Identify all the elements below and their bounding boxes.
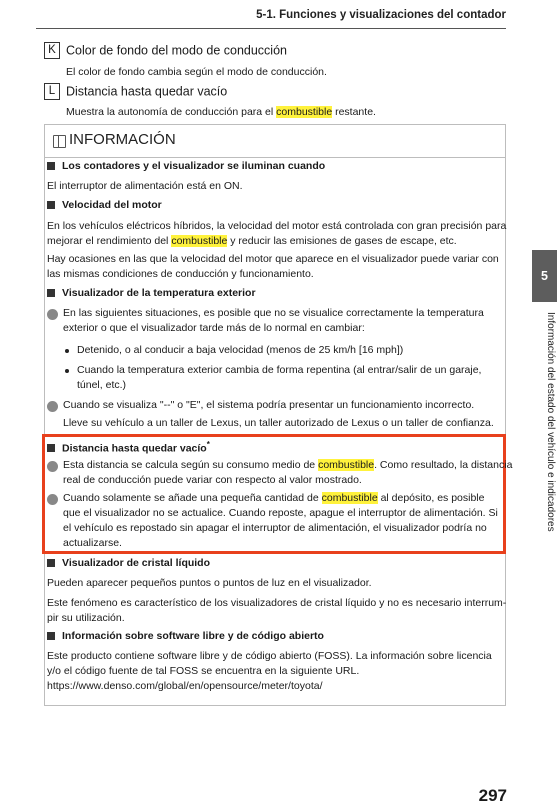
- item-desc-k: El color de fondo cambia según el modo de conducción.: [66, 66, 327, 78]
- section-heading: Distancia hasta quedar vacío*: [47, 440, 210, 455]
- bullet-line: que el visualizador no se actualice. Cuando reposte, apague el interruptor de alimentación. Si: [63, 507, 498, 519]
- section-heading: Información sobre software libre y de código abierto: [47, 630, 324, 642]
- bullet-line: Cuando se visualiza "--" o "E", el sistema podría presentar un funcionamiento incorrecto.: [63, 399, 475, 411]
- section-heading: Los contadores y el visualizador se iluminan cuando: [47, 160, 325, 172]
- square-bullet-icon: [47, 162, 55, 170]
- section-heading: Visualizador de la temperatura exterior: [47, 287, 256, 299]
- bullet-line: Cuando solamente se añade una pequeña cantidad de combustible al depósito, es posible: [63, 492, 485, 504]
- paragraph-line: En los vehículos eléctricos híbridos, la velocidad del motor está controlada con gran precisión para: [47, 220, 507, 232]
- item-l: [44, 83, 227, 100]
- square-bullet-icon: [47, 632, 55, 640]
- highlight: combustible: [318, 459, 375, 471]
- bullet-line: Lleve su vehículo a un taller de Lexus, un taller autorizado de Lexus o un taller de confianza.: [63, 417, 494, 429]
- chapter-tab[interactable]: 5: [532, 250, 557, 302]
- paragraph-line: Este producto contiene software libre y de código abierto (FOSS). La información sobre licencia: [47, 650, 492, 662]
- highlight: combustible: [171, 235, 228, 247]
- sub-bullet-line: túnel, etc.): [77, 379, 127, 391]
- paragraph-line: Este fenómeno es característico de los visualizadores de cristal líquido y no es necesario interrum-: [47, 597, 507, 609]
- book-icon: [53, 135, 66, 148]
- square-bullet-icon: [47, 559, 55, 567]
- paragraph-line: mejorar el rendimiento del combustible y reducir las emisiones de gases de escape, etc.: [47, 235, 457, 247]
- bullet-line: En las siguientes situaciones, es posible que no se visualice correctamente la temperatura: [63, 307, 484, 319]
- item-label-k: Color de fondo del modo de conducción: [66, 43, 287, 58]
- page-header: [36, 0, 506, 29]
- chapter-title: Información del estado del vehículo e indicadores: [545, 312, 556, 532]
- paragraph-line: Hay ocasiones en las que la velocidad del motor que aparece en el visualizador puede variar con: [47, 253, 499, 265]
- item-k: [44, 42, 287, 59]
- section-heading: Velocidad del motor: [47, 199, 162, 211]
- dot-bullet-icon: [65, 349, 69, 353]
- highlight: combustible: [321, 492, 378, 504]
- square-bullet-icon: [47, 289, 55, 297]
- item-letter-l: L: [44, 83, 60, 100]
- paragraph-line: las mismas condiciones de conducción y funcionamiento.: [47, 268, 314, 280]
- bullet-line: actualizarse.: [63, 537, 122, 549]
- item-letter-k: K: [44, 42, 60, 59]
- sub-bullet-line: Detenido, o al conducir a baja velocidad (menos de 25 km/h [16 mph]): [77, 344, 404, 356]
- info-title: INFORMACIÓN: [69, 131, 176, 148]
- square-bullet-icon: [47, 444, 55, 452]
- dot-bullet-icon: [65, 369, 69, 373]
- highlight: combustible: [276, 106, 333, 118]
- bullet-line: real de conducción puede variar con respecto al valor mostrado.: [63, 474, 362, 486]
- paragraph-line: pir su utilización.: [47, 612, 125, 624]
- circle-bullet-icon: [47, 461, 58, 472]
- section-title: 5-1. Funciones y visualizaciones del contador: [256, 9, 506, 21]
- bullet-line: exterior o que el visualizador tarde más de lo normal en cambiar:: [63, 322, 365, 334]
- paragraph: El interruptor de alimentación está en ON.: [47, 180, 243, 192]
- square-bullet-icon: [47, 201, 55, 209]
- sub-bullet-line: Cuando la temperatura exterior cambia de forma repentina (al entrar/salir de un garaje,: [77, 364, 482, 376]
- paragraph-line: y/o el código fuente de tal FOSS se encuentra en la siguiente URL.: [47, 665, 360, 677]
- info-header: [45, 125, 505, 158]
- bullet-line: Esta distancia se calcula según su consumo medio de combustible. Como resultado, la distancia: [63, 459, 513, 471]
- bullet-line: el vehículo es repostado sin apagar el interruptor de alimentación, el visualizador podría no: [63, 522, 487, 534]
- circle-bullet-icon: [47, 494, 58, 505]
- circle-bullet-icon: [47, 309, 58, 320]
- paragraph: Pueden aparecer pequeños puntos o puntos de luz en el visualizador.: [47, 577, 372, 589]
- circle-bullet-icon: [47, 401, 58, 412]
- page-number: 297: [478, 786, 507, 805]
- item-desc-l: Muestra la autonomía de conducción para el combustible restante.: [66, 106, 376, 118]
- section-heading: Visualizador de cristal líquido: [47, 557, 210, 569]
- url-text: https://www.denso.com/global/en/opensource/meter/toyota/: [47, 680, 323, 692]
- item-label-l: Distancia hasta quedar vacío: [66, 84, 228, 99]
